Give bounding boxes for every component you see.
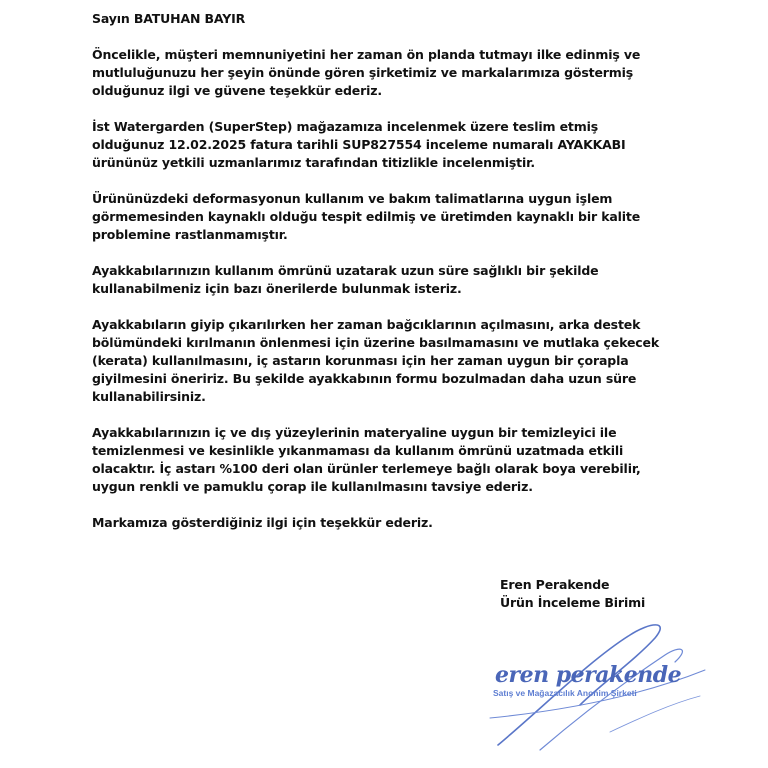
greeting: Sayın BATUHAN BAYIR [92, 11, 246, 26]
text-line: kullanabilirsiniz. [92, 389, 206, 404]
text-line: olduğunuz 12.02.2025 fatura tarihli SUP827554 inceleme numaralı AYAKKABI [92, 137, 626, 152]
text-line: kullanabilmeniz için bazı önerilerde bulunmak isteriz. [92, 281, 462, 296]
text-line: giyilmesini öneririz. Bu şekilde ayakkabının formu bozulmadan daha uzun süre [92, 371, 637, 386]
text-line: Ayakkabılarınızın kullanım ömrünü uzatarak uzun süre sağlıklı bir şekilde [92, 263, 599, 278]
letter-body [92, 10, 712, 532]
text-line: Ayakkabıların giyip çıkarılırken her zaman bağcıklarının açılmasını, arka destek [92, 317, 641, 332]
text-line: bölümündeki kırılmanın önlenmesi için üzerine basılmamasını ve mutlaka çekecek [92, 335, 660, 350]
paragraph-intro [92, 46, 712, 100]
text-line: olduğunuz ilgi ve güvene teşekkür ederiz. [92, 83, 382, 98]
paragraph-product-info [92, 118, 712, 172]
paragraph-cleaning-advice [92, 424, 712, 496]
stamp-subtitle: Satış ve Mağazacılık Anonim Şirketi [493, 688, 637, 698]
paragraph-advice-intro [92, 262, 712, 298]
text-line: olacaktır. İç astarı %100 deri olan ürünler terlemeye bağlı olarak boya verebilir, [92, 461, 641, 476]
paragraph-thanks [92, 514, 712, 532]
text-line: uygun renkli ve pamuklu çorap ile kullanılmasını tavsiye ederiz. [92, 479, 533, 494]
text-line: Ayakkabılarınızın iç ve dış yüzeylerinin materyaline uygun bir temizleyici ile [92, 425, 617, 440]
stamp-brand: eren perakende [495, 662, 682, 688]
text-line: mutluluğunuzu her şeyin önünde gören şirketimiz ve markalarımıza göstermiş [92, 65, 634, 80]
text-line: İst Watergarden (SuperStep) mağazamıza incelenmek üzere teslim etmiş [92, 119, 599, 134]
text-line: temizlenmesi ve kesinlikle yıkanmaması da kullanım ömrünü uzatmada etkili [92, 443, 624, 458]
company-stamp [480, 600, 720, 760]
signoff-company: Eren Perakende [500, 577, 610, 592]
text-line: ürününüz yetkili uzmanlarımız tarafından titizlikle incelenmiştir. [92, 155, 535, 170]
text-line: (kerata) kullanılmasını, iç astarın korunması için her zaman uygun bir çorapla [92, 353, 629, 368]
paragraph-finding [92, 190, 712, 244]
text-line: görmemesinden kaynaklı olduğu tespit edilmiş ve üretimden kaynaklı bir kalite [92, 209, 641, 224]
text-line: Ürününüzdeki deformasyonun kullanım ve bakım talimatlarına uygun işlem [92, 191, 613, 206]
paragraph-usage-advice [92, 316, 712, 406]
text-line: Markamıza gösterdiğiniz ilgi için teşekkür ederiz. [92, 515, 433, 530]
text-line: Öncelikle, müşteri memnuniyetini her zaman ön planda tutmayı ilke edinmiş ve [92, 47, 641, 62]
signoff-department: Ürün İnceleme Birimi [500, 595, 646, 610]
text-line: problemine rastlanmamıştır. [92, 227, 288, 242]
